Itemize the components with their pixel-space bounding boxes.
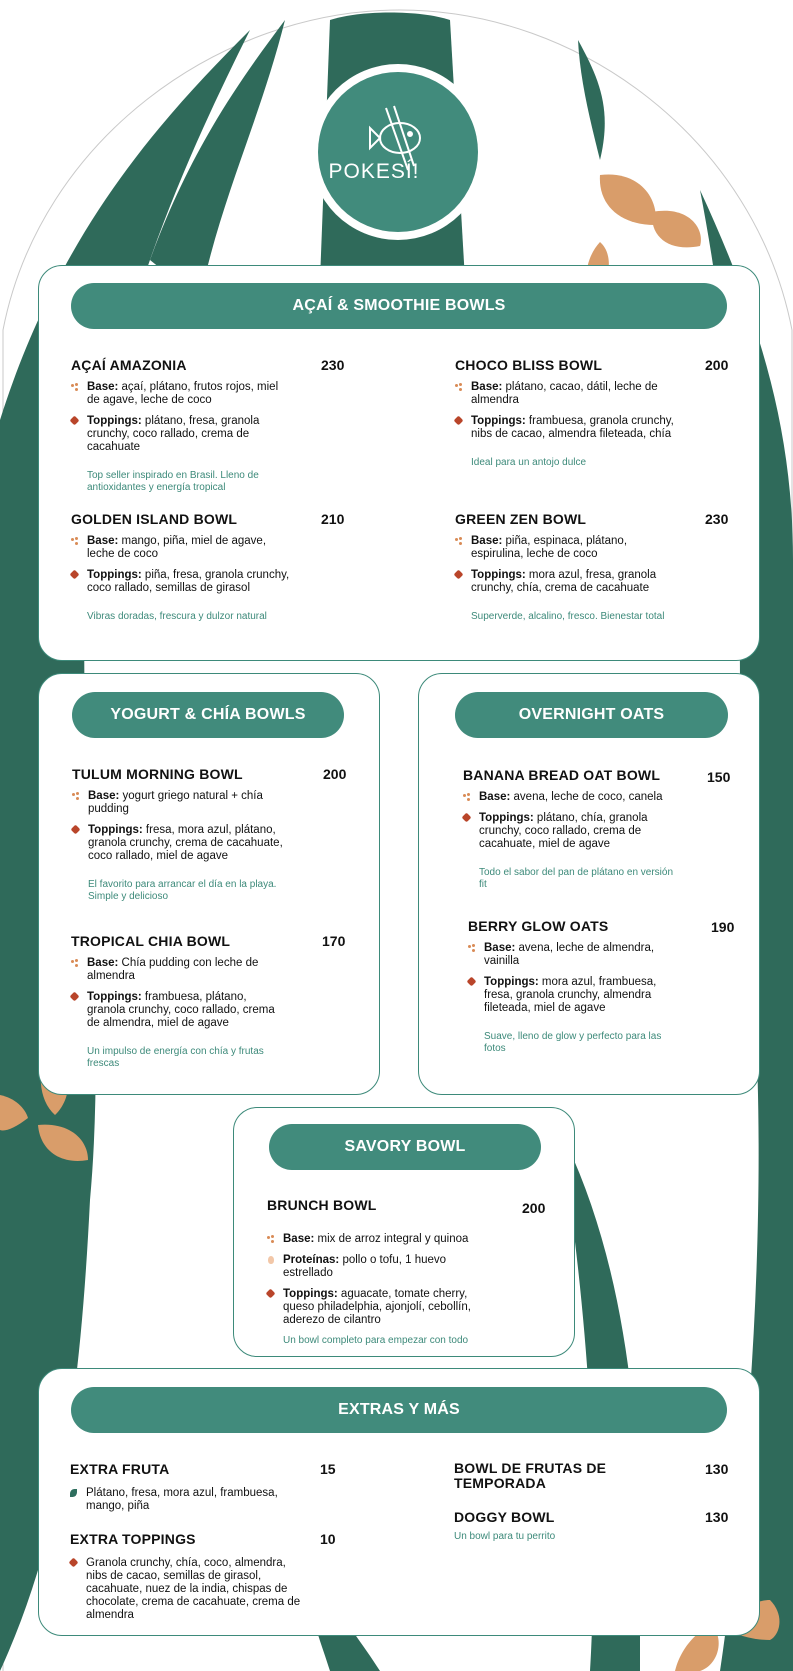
item-price: 200: [705, 357, 729, 373]
item-note: Un bowl para tu perrito: [454, 1531, 556, 1542]
item-name: GREEN ZEN BOWL: [455, 511, 587, 527]
toppings-label: Toppings:: [87, 415, 142, 427]
toppings-text: piña, fresa, granola crunchy, coco rallado, semillas de girasol: [87, 569, 290, 594]
base-label: Base:: [471, 535, 503, 547]
toppings-icon: [70, 992, 80, 1002]
toppings-text: mora azul, frambuesa, fresa, granola crunchy, almendra fileteada, miel de agave: [484, 976, 657, 1014]
toppings-icon: [70, 416, 80, 426]
base-label: Base:: [87, 381, 119, 393]
toppings-icon: [462, 813, 472, 823]
base-label: Base:: [484, 942, 516, 954]
toppings-icon: [454, 570, 464, 580]
base-text: yogurt griego natural + chía pudding: [88, 790, 263, 815]
base-icon: [72, 792, 80, 800]
base-icon: [468, 944, 476, 952]
item-price: 170: [322, 933, 346, 949]
item-name: EXTRA FRUTA: [70, 1461, 170, 1477]
item-note: Todo el sabor del pan de plátano en versión fit: [479, 867, 674, 890]
item-price: 200: [522, 1200, 546, 1216]
toppings-text: fresa, mora azul, plátano, granola crunchy, crema de cacahuate, coco rallado, miel de agave: [88, 824, 283, 862]
toppings-text: plátano, fresa, granola crunchy, coco rallado, crema de cacahuate: [87, 415, 260, 453]
item-name: BERRY GLOW OATS: [468, 918, 609, 934]
base-label: Base:: [479, 791, 511, 803]
item-note: Vibras doradas, frescura y dulzor natural: [87, 611, 267, 622]
toppings-label: Toppings:: [484, 976, 539, 988]
base-icon: [267, 1235, 275, 1243]
item-name: CHOCO BLISS BOWL: [455, 357, 603, 373]
base-icon: [463, 793, 471, 801]
item-name: EXTRA TOPPINGS: [70, 1531, 196, 1547]
base-icon: [455, 537, 463, 545]
base-text: piña, espinaca, plátano, espirulina, leche de coco: [471, 535, 628, 560]
oats-section-title: OVERNIGHT OATS: [455, 692, 728, 738]
item-description: Granola crunchy, chía, coco, almendra, nibs de cacao, semillas de girasol, cacahuate, nuez de la india, chispas de chocolate, crema de cacahuate, crema de almendra: [86, 1557, 301, 1621]
base-label: Base:: [88, 790, 120, 802]
item-price: 200: [323, 766, 347, 782]
item-note: Superverde, alcalino, fresco. Bienestar total: [471, 611, 665, 622]
menu-item-acai-amazonia: [71, 357, 291, 493]
item-name: TULUM MORNING BOWL: [72, 766, 243, 782]
toppings-text: frambuesa, plátano, granola crunchy, coco rallado, crema de almendra, miel de agave: [87, 991, 275, 1029]
item-note: Ideal para un antojo dulce: [471, 457, 587, 468]
base-text: mango, piña, miel de agave, leche de coco: [87, 535, 267, 560]
menu-item-bowl-frutas: [454, 1461, 629, 1491]
toppings-label: Toppings:: [87, 569, 142, 581]
item-name: AÇAÍ AMAZONIA: [71, 357, 187, 373]
acai-section-title: AÇAÍ & SMOOTHIE BOWLS: [71, 283, 727, 329]
proteins-label: Proteínas:: [283, 1254, 340, 1266]
item-price: 230: [705, 511, 729, 527]
menu-item-extra-fruta: [70, 1461, 290, 1513]
toppings-label: Toppings:: [471, 415, 526, 427]
egg-icon: [268, 1256, 274, 1264]
base-text: plátano, cacao, dátil, leche de almendra: [471, 381, 658, 406]
item-note: Un impulso de energía con chía y frutas frescas: [87, 1046, 264, 1069]
leaf-icon: [70, 1489, 77, 1497]
item-name: GOLDEN ISLAND BOWL: [71, 511, 238, 527]
base-label: Base:: [471, 381, 503, 393]
menu-item-tulum-morning: [72, 766, 287, 902]
item-name: TROPICAL CHIA BOWL: [71, 933, 231, 949]
menu-item-tropical-chia: [71, 933, 286, 1069]
toppings-text: frambuesa, granola crunchy, nibs de cacao, almendra fileteada, chía: [471, 415, 674, 440]
base-icon: [71, 537, 79, 545]
proteins-text: pollo o tofu, 1 huevo estrellado: [283, 1254, 447, 1279]
toppings-label: Toppings:: [88, 824, 143, 836]
brand-logo-text: POKESÍ!: [328, 160, 420, 183]
base-text: açaí, plátano, frutos rojos, miel de agave, leche de coco: [87, 381, 279, 406]
base-text: Chía pudding con leche de almendra: [87, 957, 259, 982]
menu-item-extra-toppings: [70, 1531, 302, 1622]
item-price: 230: [321, 357, 345, 373]
item-name: BANANA BREAD OAT BOWL: [463, 767, 661, 783]
base-icon: [71, 383, 79, 391]
toppings-icon: [266, 1289, 276, 1299]
base-text: avena, leche de coco, canela: [513, 791, 663, 803]
base-label: Base:: [87, 535, 119, 547]
toppings-icon: [71, 825, 81, 835]
savory-section-title: SAVORY BOWL: [269, 1124, 541, 1170]
item-name: DOGGY BOWL: [454, 1509, 555, 1525]
extras-section-title: EXTRAS Y MÁS: [71, 1387, 727, 1433]
item-price: 10: [320, 1531, 336, 1547]
menu-item-brunch-bowl: [267, 1197, 499, 1347]
menu-item-berry-glow-oats: [468, 918, 678, 1054]
menu-item-green-zen: [455, 511, 665, 623]
menu-item-banana-bread-oat: [463, 767, 678, 890]
menu-item-doggy-bowl: [454, 1509, 654, 1543]
item-description: Plátano, fresa, mora azul, frambuesa, mango, piña: [86, 1487, 278, 1512]
base-icon: [71, 959, 79, 967]
item-name: BOWL DE FRUTAS DE TEMPORADA: [454, 1460, 607, 1491]
base-label: Base:: [87, 957, 119, 969]
toppings-label: Toppings:: [479, 812, 534, 824]
base-text: avena, leche de almendra, vainilla: [484, 942, 655, 967]
menu-item-choco-bliss: [455, 357, 675, 469]
item-name: BRUNCH BOWL: [267, 1197, 377, 1213]
yogurt-section-title: YOGURT & CHÍA BOWLS: [72, 692, 344, 738]
toppings-text: aguacate, tomate cherry, queso philadelphia, ajonjolí, cebollín, aderezo de cilantro: [283, 1288, 471, 1326]
menu-item-golden-island: [71, 511, 291, 623]
toppings-icon: [467, 977, 477, 987]
base-text: mix de arroz integral y quinoa: [317, 1233, 469, 1245]
toppings-label: Toppings:: [471, 569, 526, 581]
item-price: 15: [320, 1461, 336, 1477]
toppings-icon: [454, 416, 464, 426]
item-price: 210: [321, 511, 345, 527]
toppings-text: plátano, chía, granola crunchy, coco rallado, crema de cacahuate, miel de agave: [479, 812, 648, 850]
toppings-label: Toppings:: [87, 991, 142, 1003]
item-note: Suave, lleno de glow y perfecto para las fotos: [484, 1031, 662, 1054]
toppings-label: Toppings:: [283, 1288, 338, 1300]
toppings-icon: [70, 570, 80, 580]
toppings-text: mora azul, fresa, granola crunchy, chía, crema de cacahuate: [471, 569, 657, 594]
item-note: Un bowl completo para empezar con todo: [283, 1335, 469, 1346]
base-label: Base:: [283, 1233, 315, 1245]
item-price: 150: [707, 769, 731, 785]
toppings-icon: [69, 1558, 79, 1568]
item-price: 190: [711, 919, 735, 935]
item-price: 130: [705, 1461, 729, 1477]
item-price: 130: [705, 1509, 729, 1525]
item-note: Top seller inspirado en Brasil. Lleno de antioxidantes y energía tropical: [87, 470, 259, 493]
item-note: El favorito para arrancar el día en la playa. Simple y delicioso: [88, 879, 277, 902]
base-icon: [455, 383, 463, 391]
